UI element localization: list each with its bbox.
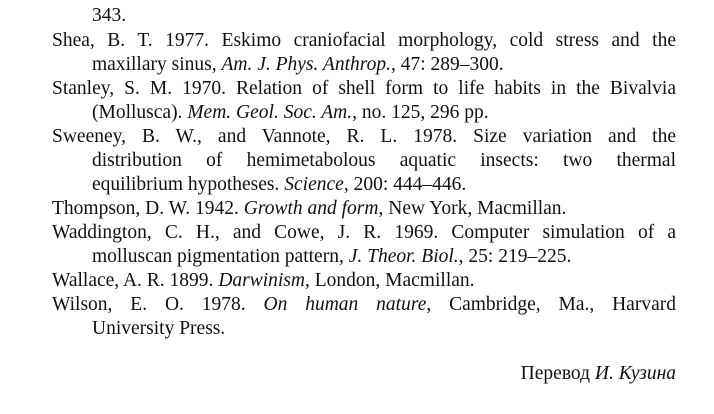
reference-text: , 25: 219–225.: [458, 246, 572, 267]
reference-text: molluscan pigmentation pattern,: [92, 246, 349, 267]
book-title: On human nature: [263, 294, 427, 315]
reference-wallace: [52, 269, 475, 293]
book-title: Darwinism: [218, 270, 305, 291]
reference-sweeney-line-3: [92, 173, 466, 197]
reference-text: Thompson, D. W. 1942.: [52, 198, 244, 219]
prev-reference-tail: 343.: [92, 5, 127, 26]
reference-wilson-line-2: [92, 317, 225, 341]
reference-shea-line-1: [52, 29, 676, 53]
reference-waddington-line-1: [52, 221, 676, 245]
reference-text: Shea, B. T. 1977. Eskimo craniofacial morphology, cold stress and the: [52, 30, 676, 51]
translator-credit: [521, 362, 676, 386]
reference-text: Wilson, E. O. 1978.: [52, 294, 264, 315]
translator-name: И. Кузина: [594, 363, 676, 384]
journal-title: Am. J. Phys. Anthrop.: [221, 54, 391, 75]
book-title: Growth and form: [243, 198, 379, 219]
journal-title: Science: [284, 174, 344, 195]
reference-text: distribution of hemimetabolous aquatic insects: two thermal: [92, 150, 676, 171]
credit-label: Перевод: [520, 363, 595, 384]
reference-text: , no. 125, 296 pp.: [352, 102, 489, 123]
reference-text: University Press.: [92, 318, 226, 339]
reference-text: , New York, Macmillan.: [378, 198, 567, 219]
reference-text: Waddington, C. H., and Cowe, J. R. 1969. Computer simulation of a: [52, 222, 676, 243]
reference-text: Stanley, S. M. 1970. Relation of shell form to life habits in the Bivalvia: [52, 78, 676, 99]
reference-text: , London, Macmillan.: [305, 270, 475, 291]
reference-waddington-line-2: [92, 245, 571, 269]
reference-continuation: [92, 4, 126, 28]
reference-text: equilibrium hypotheses.: [92, 174, 285, 195]
reference-text: , Cambridge, Ma., Harvard: [426, 294, 676, 315]
reference-stanley-line-1: [52, 77, 676, 101]
journal-title: Mem. Geol. Soc. Am.: [187, 102, 353, 123]
reference-text: , 47: 289–300.: [390, 54, 504, 75]
reference-text: Sweeney, B. W., and Vannote, R. L. 1978. Size variation and the: [52, 126, 676, 147]
reference-sweeney-line-1: [52, 125, 676, 149]
journal-title: J. Theor. Biol.: [348, 246, 459, 267]
reference-sweeney-line-2: [92, 149, 676, 173]
reference-thompson: [52, 197, 566, 221]
reference-wilson-line-1: [52, 293, 676, 317]
reference-text: Wallace, A. R. 1899.: [52, 270, 219, 291]
reference-text: (Mollusca).: [92, 102, 188, 123]
reference-stanley-line-2: [92, 101, 489, 125]
reference-text: , 200: 444–446.: [343, 174, 467, 195]
reference-shea-line-2: [92, 53, 504, 77]
reference-text: maxillary sinus,: [92, 54, 222, 75]
